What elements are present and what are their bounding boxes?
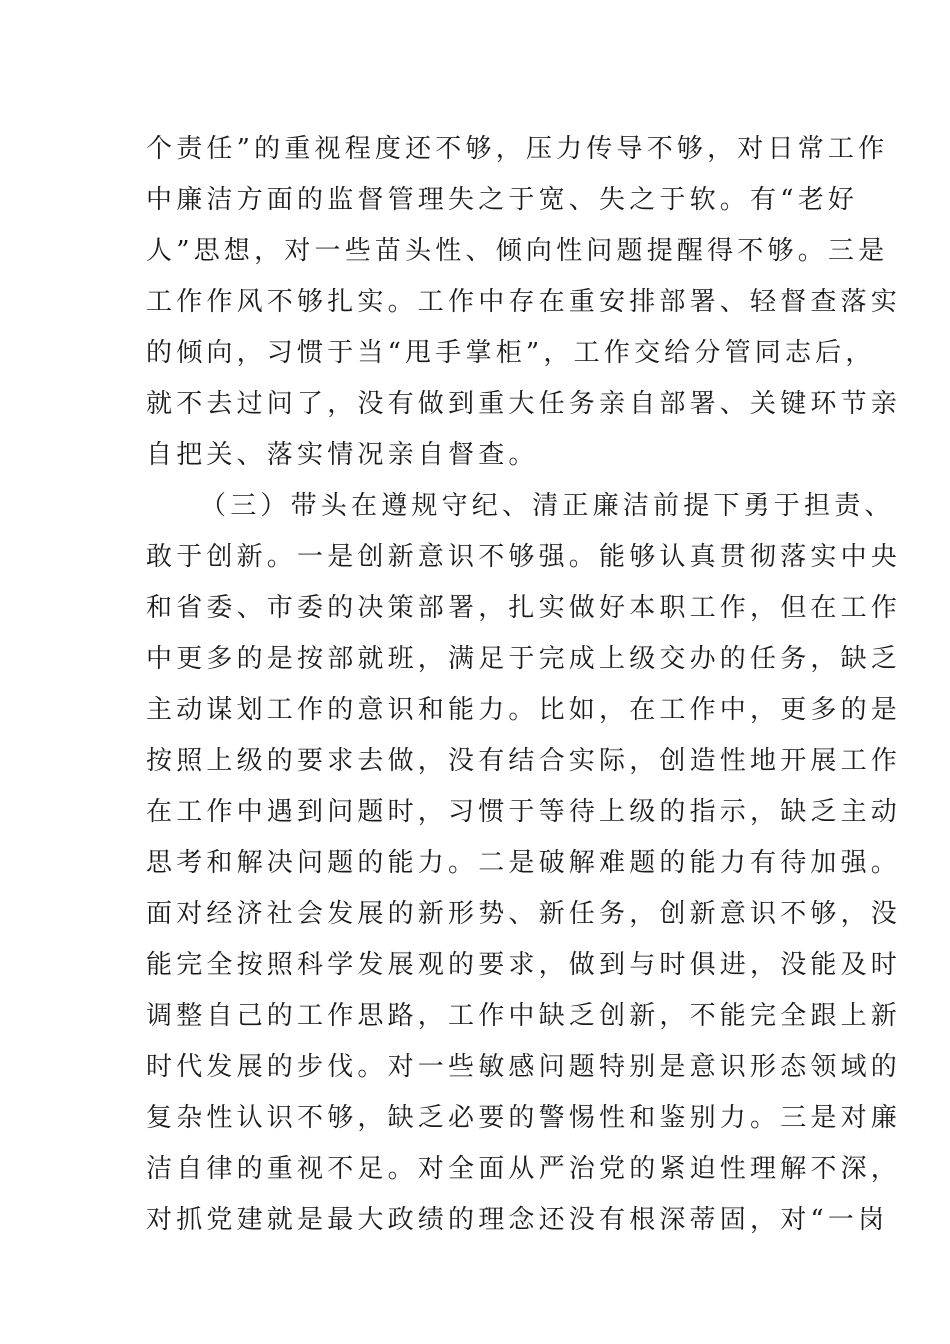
section-heading-line: （三）带头在遵规守纪、清正廉洁前提下勇于担责、: [200, 491, 895, 521]
text-line-18: 调整自己的工作思路，工作中缺乏创新，不能完全跟上新: [146, 1001, 902, 1031]
text-line-6: 就不去过问了，没有做到重大任务亲自部署、关键环节亲: [146, 389, 902, 419]
text-line-13: 按照上级的要求去做，没有结合实际，创造性地开展工作: [146, 746, 902, 776]
text-line-19: 时代发展的步伐。对一些敏感问题特别是意识形态领域的: [146, 1052, 902, 1082]
text-line-4: 工作作风不够扎实。工作中存在重安排部署、轻督查落实: [146, 287, 902, 317]
text-line-12: 主动谋划工作的意识和能力。比如，在工作中，更多的是: [146, 695, 902, 725]
text-line-3: 人”思想，对一些苗头性、倾向性问题提醒得不够。三是: [146, 236, 889, 266]
text-line-15: 思考和解决问题的能力。二是破解难题的能力有待加强。: [146, 848, 902, 878]
text-line-16: 面对经济社会发展的新形势、新任务，创新意识不够，没: [146, 899, 902, 929]
text-line-17: 能完全按照科学发展观的要求，做到与时俱进，没能及时: [146, 950, 902, 980]
text-line-7: 自把关、落实情况亲自督查。: [146, 440, 539, 470]
text-line-21: 洁自律的重视不足。对全面从严治党的紧迫性理解不深，: [146, 1154, 902, 1184]
text-line-10: 和省委、市委的决策部署，扎实做好本职工作，但在工作: [146, 593, 902, 623]
text-line-22: 对抓党建就是最大政绩的理念还没有根深蒂固，对“一岗: [146, 1205, 889, 1235]
text-line-9: 敢于创新。一是创新意识不够强。能够认真贯彻落实中央: [146, 542, 902, 572]
text-line-20: 复杂性认识不够，缺乏必要的警惕性和鉴别力。三是对廉: [146, 1103, 902, 1133]
text-line-1: 个责任”的重视程度还不够，压力传导不够，对日常工作: [146, 134, 889, 164]
text-line-5: 的倾向，习惯于当“甩手掌柜”，工作交给分管同志后，: [146, 338, 876, 368]
text-line-14: 在工作中遇到问题时，习惯于等待上级的指示，缺乏主动: [146, 797, 902, 827]
text-line-2: 中廉洁方面的监督管理失之于宽、失之于软。有“老好: [146, 185, 859, 215]
text-line-11: 中更多的是按部就班，满足于完成上级交办的任务，缺乏: [146, 644, 902, 674]
